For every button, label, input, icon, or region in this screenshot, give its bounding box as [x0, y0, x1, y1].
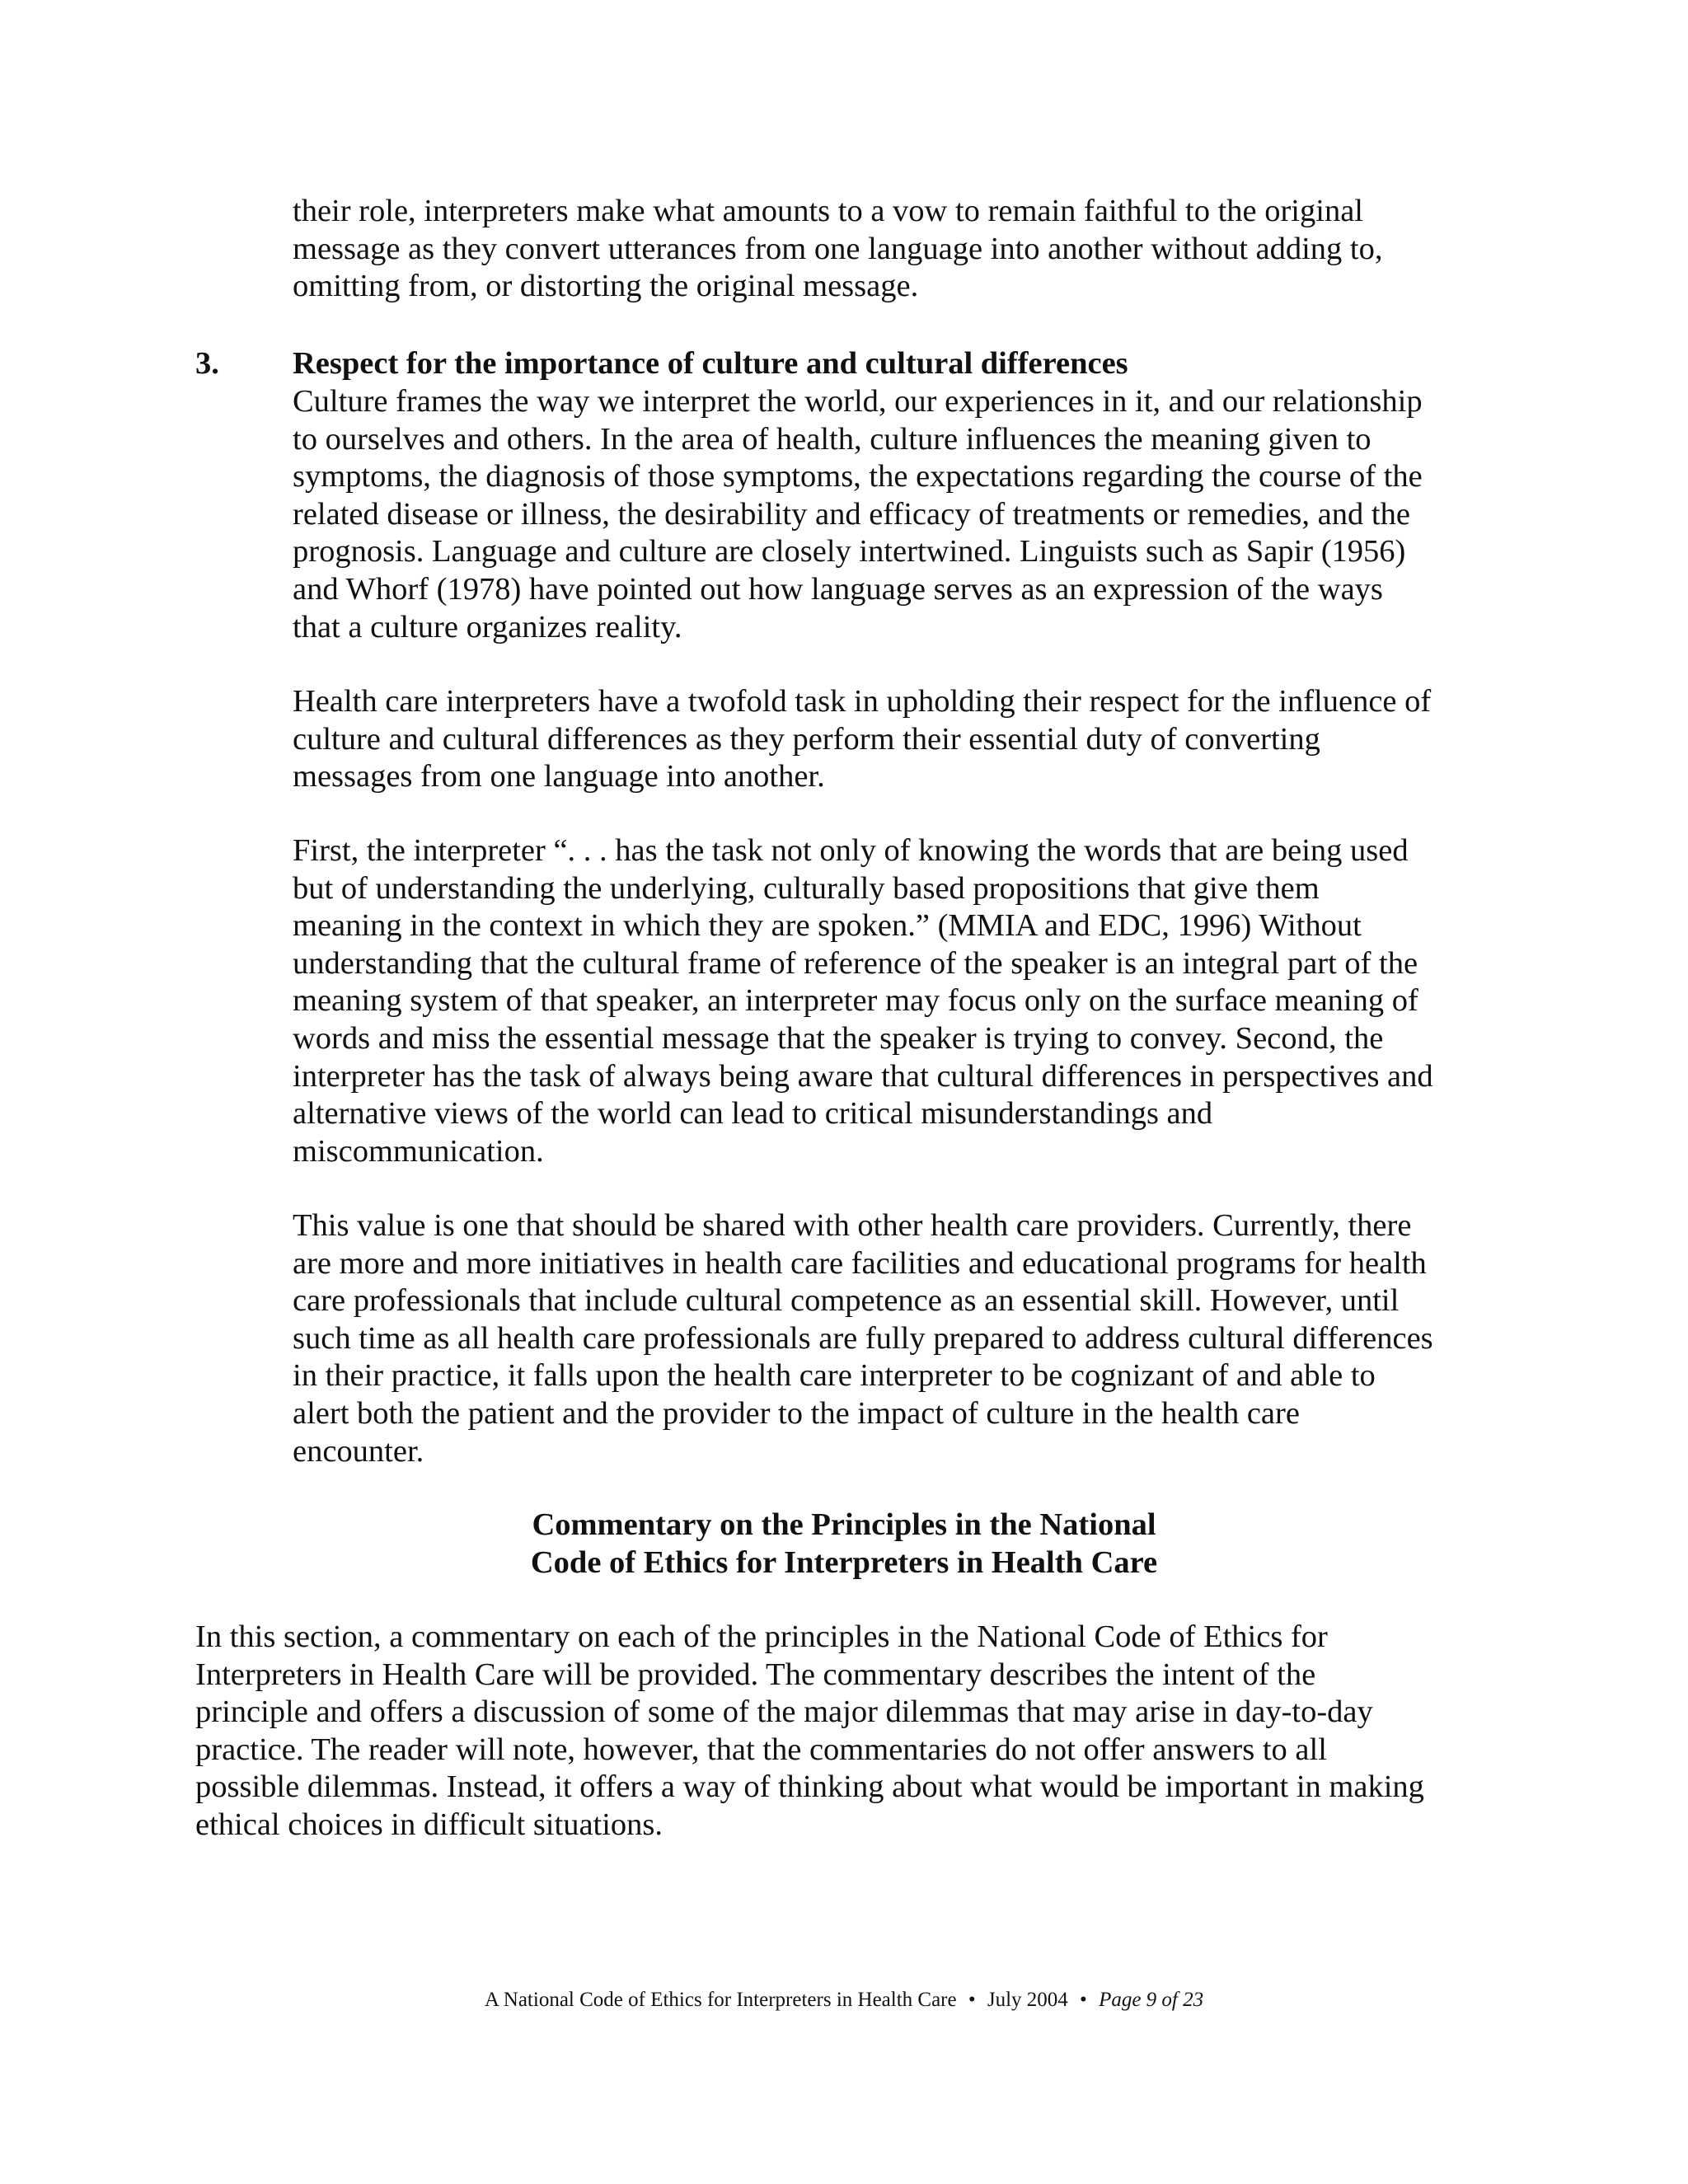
section-3-paragraph-2: Health care interpreters have a twofold task in upholding their respect for the influence of culture and cultural differences as they perform their essential duty of converting messages from one language into another. — [293, 684, 1432, 794]
footer-separator: • — [1080, 1989, 1087, 2011]
footer-separator: • — [968, 1989, 976, 2011]
section-3-number: 3. — [195, 346, 219, 381]
section-3-title: Respect for the importance of culture and cultural differences — [293, 346, 1128, 381]
page-footer — [0, 1988, 1688, 2013]
section-3-paragraph-4: This value is one that should be shared with other health care providers. Currently, there are more and more initiatives in health care facilities and educational programs for health care professionals that include cultural competence as an essential skill. However, until such time as all health care professionals are fully prepared to address cultural differences in their practice, it falls upon the health care interpreter to be cognizant of and able to alert both the patient and the provider to the impact of culture in the health care encounter. — [293, 1208, 1433, 1469]
section-3-paragraph-1: Culture frames the way we interpret the world, our experiences in it, and our relationship to ourselves and others. In the area of health, culture influences the meaning given to symptoms, the diagnosis of those symptoms, the expectations regarding the course of the related disease or illness, the desirability and efficacy of treatments or remedies, and the prognosis. Language and culture are closely intertwined. Linguists such as Sapir (1956) and Whorf (1978) have pointed out how language serves as an expression of the ways that a culture organizes reality. — [293, 384, 1423, 644]
continuation-paragraph: their role, interpreters make what amounts to a vow to remain faithful to the original message as they convert utterances from one language into another without adding to, omitting from, or distorting the original message. — [293, 194, 1383, 304]
section-3-paragraph-3: First, the interpreter “. . . has the task not only of knowing the words that are being used but of understanding the underlying, culturally based propositions that give them meaning in the context in which they are spoken.” (MMIA and EDC, 1996) Without understanding that the cultural frame of reference of the speaker is an integral part of the meaning system of that speaker, an interpreter may focus only on the surface meaning of words and miss the essential message that the speaker is trying to convey. Second, the interpreter has the task of always being aware that cultural differences in perspectives and alternative views of the world can lead to critical misunderstandings and miscommunication. — [293, 833, 1433, 1169]
commentary-heading: Commentary on the Principles in the National Code of Ethics for Interpreters in Health Care — [530, 1507, 1158, 1580]
section-3-heading — [195, 345, 1498, 383]
footer-date: July 2004 — [987, 1989, 1068, 2011]
footer-title: A National Code of Ethics for Interpreters in Health Care — [484, 1989, 957, 2011]
footer-page-number: Page 9 of 23 — [1099, 1989, 1204, 2011]
commentary-intro-paragraph: In this section, a commentary on each of the principles in the National Code of Ethics for Interpreters in Health Care will be provided. The commentary describes the intent of the principle and offers a discussion of some of the major dilemmas that may arise in day-to-day practice. The reader will note, however, that the commentaries do not offer answers to all possible dilemmas. Instead, it offers a way of thinking about what would be important in making ethical choices in difficult situations. — [195, 1619, 1424, 1842]
